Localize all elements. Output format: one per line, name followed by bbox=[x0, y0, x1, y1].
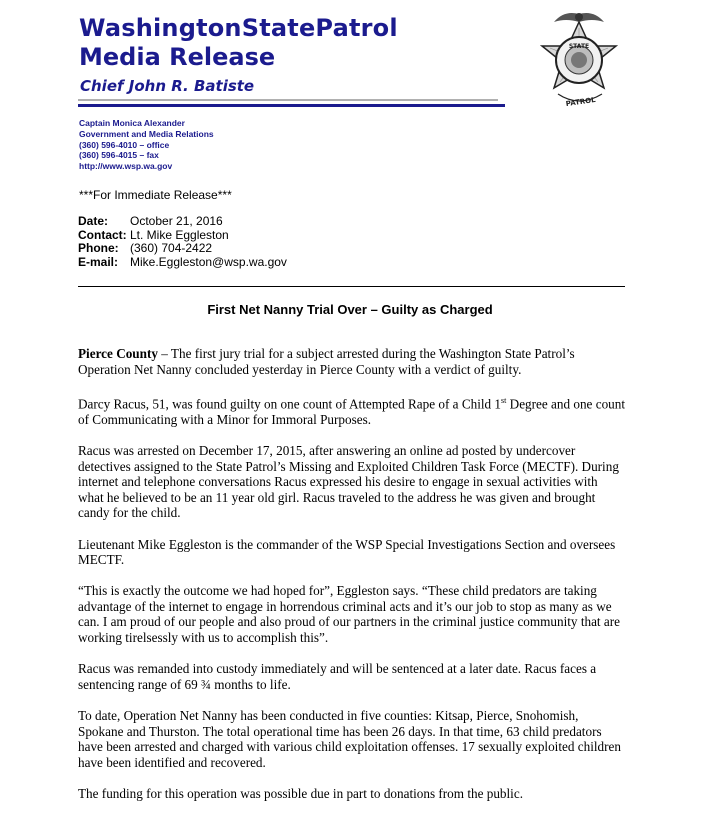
meta-phone-label: Phone: bbox=[78, 241, 119, 255]
contact-block bbox=[79, 118, 214, 172]
ordinal-superscript: st bbox=[501, 395, 507, 405]
meta-contact-value: Lt. Mike Eggleston bbox=[130, 227, 229, 242]
contact-fax: (360) 596-4015 – fax bbox=[79, 150, 159, 161]
wsp-star-badge-icon bbox=[524, 8, 634, 112]
paragraph-3: Racus was arrested on December 17, 2015, after answering an online ad posted by undercover detectives assigned to the State Patrol’s Missing and Exploited Children Task Force (MECTF). During internet and telephone conversations Racus expressed his desire to engage in sexual activities with what he believed to be an 11 year old girl. Racus traveled to the address he was given and brought candy for the child. bbox=[78, 442, 619, 521]
paragraph-2-text-a: Darcy Racus, 51, was found guilty on one count of Attempted Rape of a Child 1 bbox=[78, 396, 502, 412]
paragraph-8: The funding for this operation was possible due in part to donations from the public. bbox=[78, 786, 523, 802]
meta-date-label: Date: bbox=[78, 214, 109, 228]
masthead-rule-thick bbox=[78, 104, 505, 107]
contact-name: Captain Monica Alexander bbox=[79, 118, 185, 128]
dateline: Pierce County bbox=[78, 346, 158, 361]
paragraph-2-text-b: Degree and one count of Communicating with a Minor for Immoral Purposes. bbox=[78, 396, 626, 427]
page-title bbox=[0, 302, 702, 317]
masthead-title: WashingtonStatePatrol bbox=[79, 14, 398, 42]
paragraph-7: To date, Operation Net Nanny has been conducted in five counties: Kitsap, Pierce, Snohomish, Spokane and Thurston. The total operational time has been 26 days. In that time, 63 child predators have been arrested and charged with various child exploitation offenses. 17 sexually exploited children have been identified and recovered. bbox=[78, 708, 621, 770]
meta-email-label: E-mail: bbox=[78, 254, 119, 269]
badge-top-text: STATE bbox=[568, 43, 590, 50]
release-body bbox=[78, 346, 626, 817]
meta-email-value[interactable]: Mike.Eggleston@wsp.wa.gov bbox=[130, 254, 287, 269]
meta-email-row bbox=[78, 256, 287, 270]
meta-date-row bbox=[78, 215, 287, 229]
paragraph-6: Racus was remanded into custody immediately and will be sentenced at a later date. Racus faces a sentencing range of 69 ¾ months to life. bbox=[78, 661, 597, 692]
section-divider bbox=[78, 286, 625, 287]
chief-name: Chief John R. Batiste bbox=[80, 77, 255, 95]
contact-office-phone: (360) 596-4010 – office bbox=[79, 139, 170, 150]
release-meta bbox=[78, 215, 287, 269]
meta-contact-row bbox=[78, 229, 287, 243]
paragraph-1 bbox=[78, 346, 626, 377]
contact-url[interactable]: http://www.wsp.wa.gov bbox=[79, 161, 173, 172]
meta-date-value: October 21, 2016 bbox=[130, 214, 223, 228]
paragraph-4: Lieutenant Mike Eggleston is the commander of the WSP Special Investigations Section and oversees MECTF. bbox=[78, 536, 616, 568]
headline-text: First Net Nanny Trial Over – Guilty as Charged bbox=[207, 302, 493, 317]
badge-bottom-text: PATROL bbox=[565, 95, 597, 109]
paragraph-2 bbox=[78, 393, 626, 428]
masthead-rule-thin bbox=[78, 99, 498, 101]
meta-phone-value: (360) 704-2422 bbox=[130, 241, 213, 255]
masthead-subtitle: Media Release bbox=[79, 43, 276, 71]
paragraph-5: “This is exactly the outcome we had hoped for”, Eggleston says. “These child predators are taking advantage of the internet to engage in horrendous criminal acts and it’s our job to stop as many as we can. I am proud of our people and also proud of our partners in the criminal justice community that are working tirelsessly with us to accomplish this”. bbox=[78, 583, 620, 646]
release-note: ***For Immediate Release*** bbox=[79, 188, 232, 202]
meta-contact-label: Contact: bbox=[78, 227, 127, 242]
contact-dept: Government and Media Relations bbox=[79, 128, 214, 139]
meta-phone-row bbox=[78, 242, 287, 256]
paragraph-1-text: – The first jury trial for a subject arrested during the Washington State Patrol’s Operation Net Nanny concluded yesterday in Pierce County with a verdict of guilty. bbox=[78, 346, 575, 377]
